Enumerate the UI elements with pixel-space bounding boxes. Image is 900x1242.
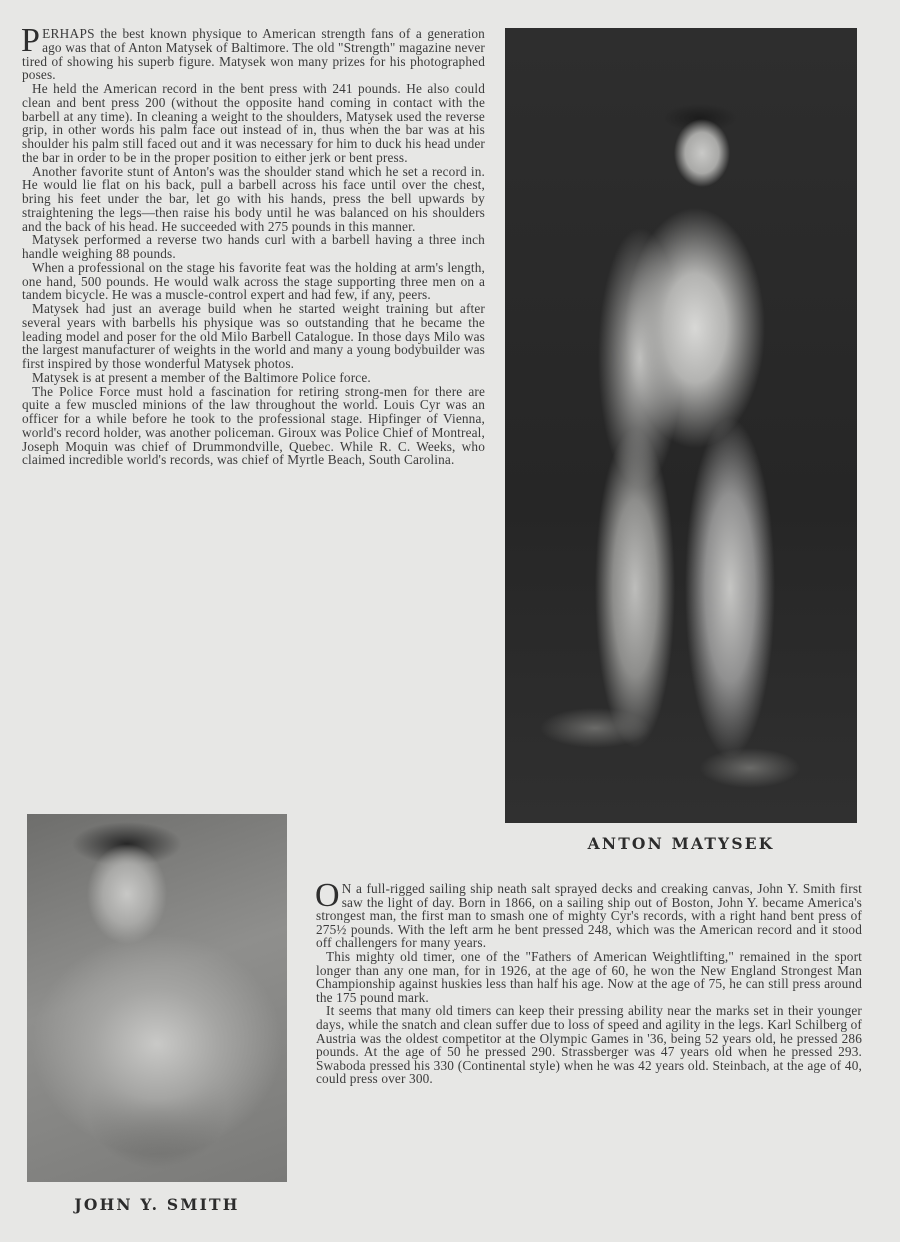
article-left-paragraph-7: Matysek is at present a member of the Baltimore Police force. bbox=[32, 369, 371, 385]
drop-cap-o: O bbox=[315, 877, 340, 914]
drop-cap-p: P bbox=[21, 22, 41, 59]
article-right-paragraph-1: O N a full-rigged sailing ship neath salt sprayed decks and creaking canvas, John Y. Smith first saw the light of day. Born in 1866, on a sailing ship out of Boston, John Y. became America's strongest man, the first man to smash one of mighty Cyr's records, with a right hand bent press of 275½ pounds. With the left arm he bent pressed 248, which was the American record and it stood off challengers for many years. bbox=[315, 877, 862, 951]
article-left-column bbox=[21, 22, 485, 468]
article-left-paragraph-6: Matysek had just an average build when he started weight training but after several years with barbells his physique was so outstanding that he became the leading model and poser for the old Milo Barbell Catalogue. In those days Milo was the largest manufacturer of weights in the world and many a young bodybuilder was first inspired by those wonderful Matysek photos. bbox=[22, 301, 485, 371]
article-left-paragraph-4: Matysek performed a reverse two hands curl with a barbell having a three inch handle weighing 88 pounds. bbox=[22, 232, 485, 261]
article-right-paragraph-2: This mighty old timer, one of the "Fathers of American Weightlifting," remained in the sport longer than any one man, for in 1926, at the age of 60, he won the New England Strongest Man Championship against huskies less than half his age. Now at the age of 75, he can still press around the 175 pound mark. bbox=[316, 948, 862, 1005]
lead-caps: N bbox=[341, 881, 352, 896]
article-right-column bbox=[315, 877, 862, 1087]
article-left-paragraph-8: The Police Force must hold a fascination for retiring strong-men for there are quite a few muscled minions of the law throughout the world. Louis Cyr was an officer for a while before he took to the professional stage. Hipfinger of Vienna, world's record holder, was another policeman. Giroux was Police Chief of Montreal, Joseph Moquin was chief of Drummondville, Quebec. While R. C. Weeks, who claimed incredible world's records, was chief of Myrtle Beach, South Carolina. bbox=[22, 383, 485, 468]
john-y-smith-photo bbox=[27, 814, 287, 1182]
article-left-paragraph-3: Another favorite stunt of Anton's was the shoulder stand which he set a record in. He would lie flat on his back, pull a barbell across his face until over the chest, bring his feet under the bar, let go with his hands, press the bell upwards by straightening the legs—then raise his body until he was balanced on his shoulders and the back of his head. He succeeded with 275 pounds in this manner. bbox=[22, 163, 485, 234]
article-left-paragraph-1: PERHAPS the best known physique to American strength fans of a generation ago was that of Anton Matysek of Baltimore. The old "Strength" magazine never tired of showing his superb figure. Matysek won many prizes for his photographed poses. bbox=[21, 22, 485, 83]
article-right-paragraph-3: It seems that many old timers can keep their pressing ability near the marks set in their younger days, while the snatch and clean suffer due to loss of speed and agility in the legs. Karl Schilberg of Austria was the oldest competitor at the Olympic Games in '36, being 52 years old, he pressed 286 pounds. At the age of 50 he pressed 290. Strassberger was 47 years old when he pressed 293. Swaboda pressed his 330 (Continental style) when he was 42 years old. Steinbach, at the age of 40, could press over 300. bbox=[316, 1003, 862, 1087]
article-left-paragraph-2: He held the American record in the bent press with 241 pounds. He also could clean and bent press 200 (without the opposite hand coming in contact with the barbell at any time). In cleaning a weight to the shoulders, Matysek used the reverse grip, in other words his palm face out instead of in, thus when the bar was at his shoulder his palm still faced out and it was necessary for him to duck his head under the bar in order to be in the proper position to either jerk or bent press. bbox=[22, 81, 485, 165]
lead-caps: ERHAPS bbox=[42, 26, 95, 41]
anton-matysek-photo bbox=[505, 28, 857, 823]
anton-matysek-caption: ANTON MATYSEK bbox=[587, 834, 775, 853]
john-y-smith-caption: JOHN Y. SMITH bbox=[74, 1195, 240, 1214]
article-left-paragraph-5: When a professional on the stage his favorite feat was the holding at arm's length, one hand, 500 pounds. He would walk across the stage supporting three men on a tandem bicycle. He was a muscle-control expert and had few, if any, peers. bbox=[22, 259, 485, 303]
